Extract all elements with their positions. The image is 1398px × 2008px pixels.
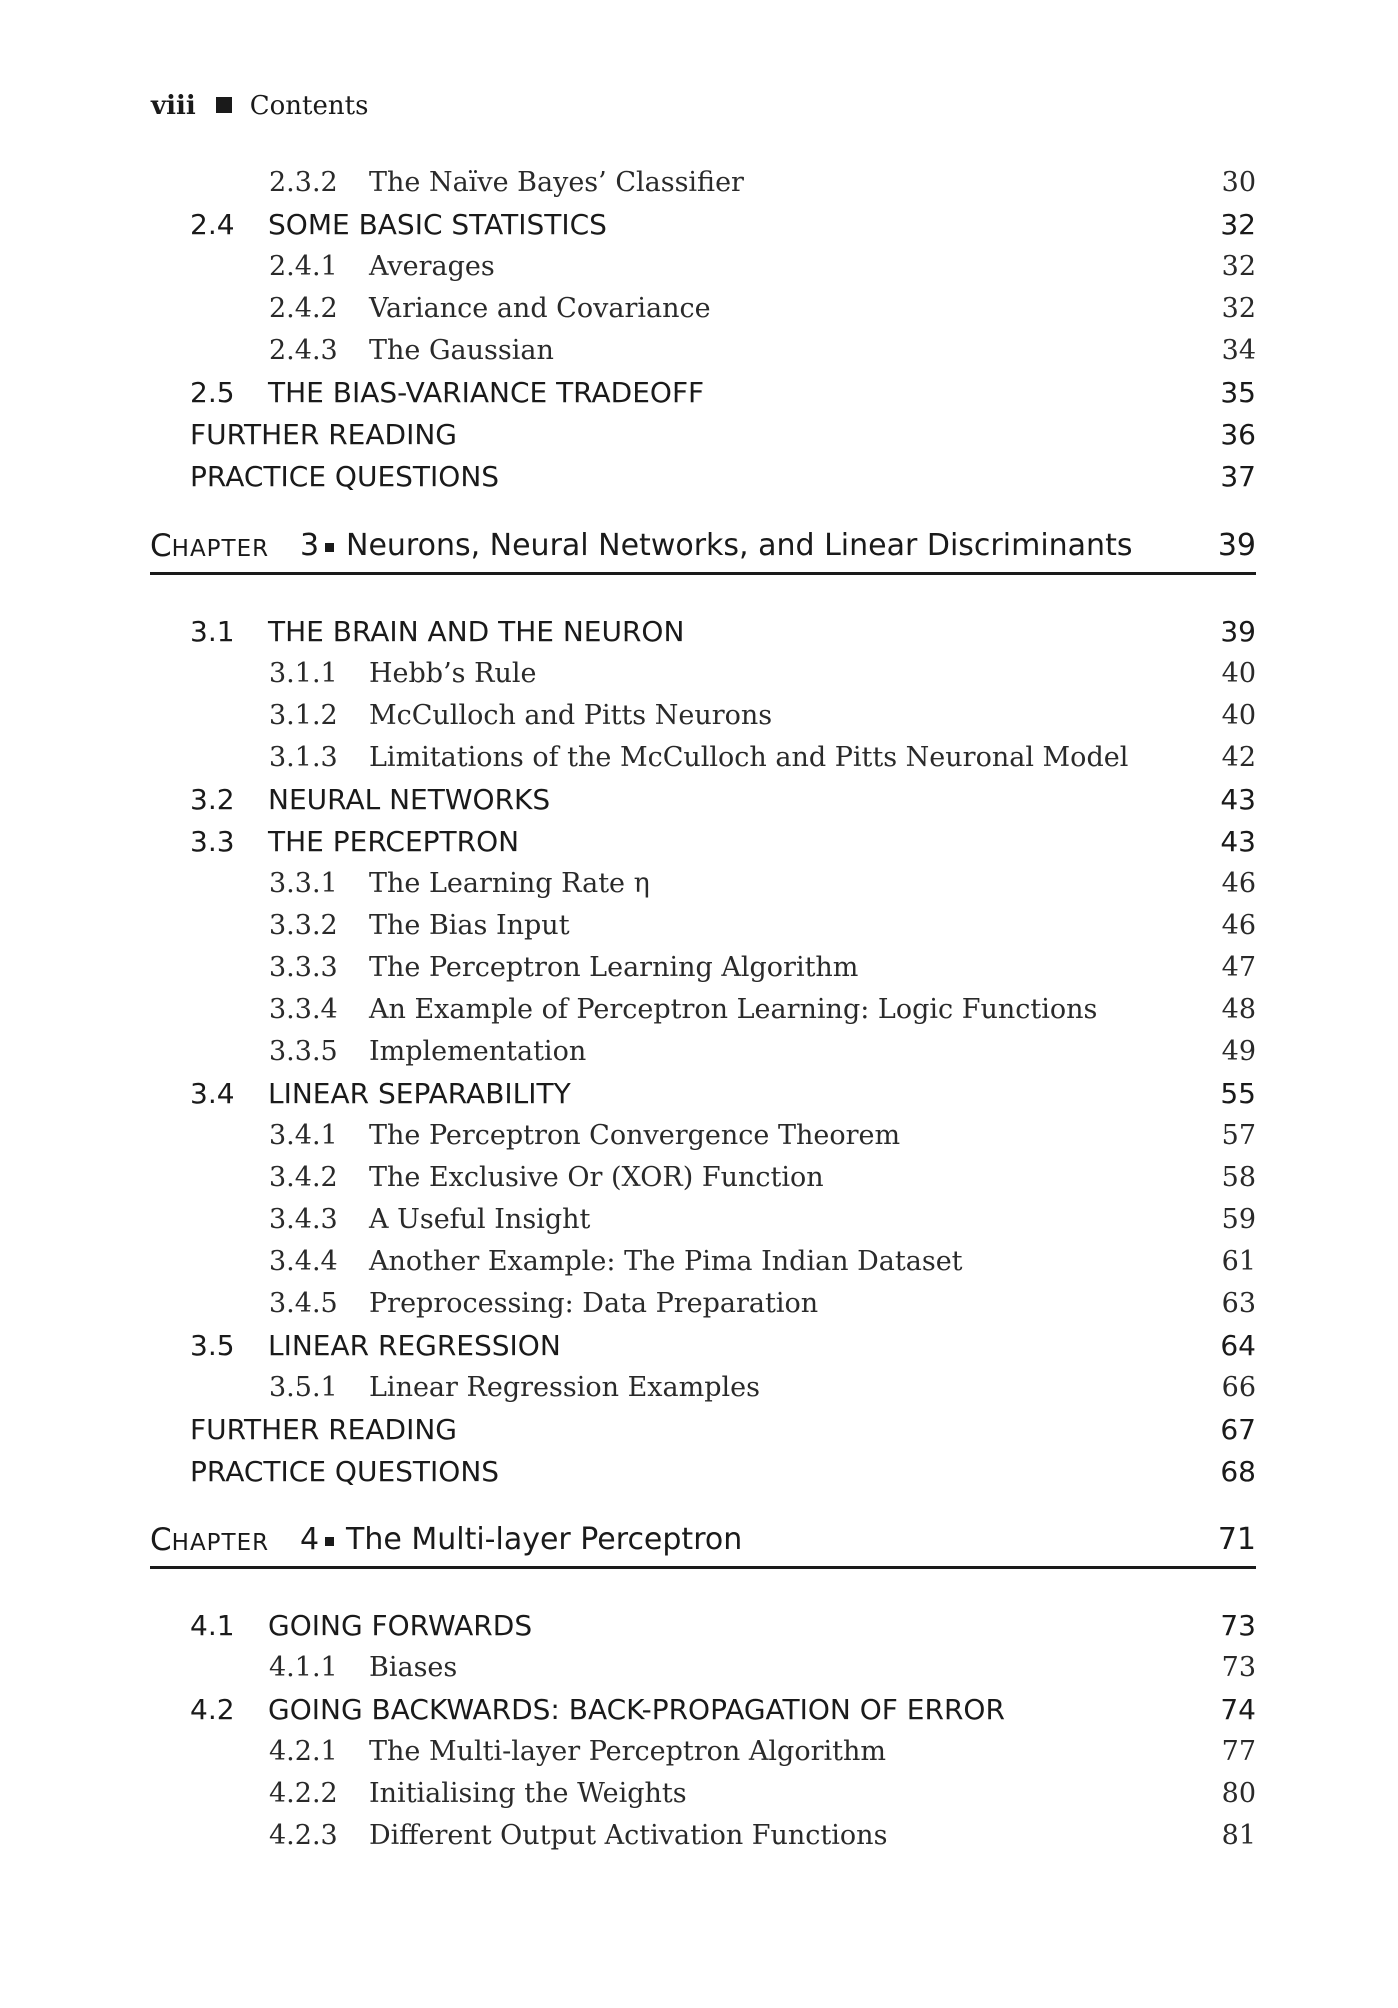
section-page: 32 — [1220, 208, 1256, 241]
subsection-number: 2.4.1 — [269, 251, 338, 282]
subsection-page: 61 — [1221, 1246, 1256, 1277]
toc-misc-row[interactable] — [0, 1409, 1398, 1451]
subsection-title: Limitations of the McCulloch and Pitts Neuronal Model — [369, 742, 1129, 773]
toc-subsection-row[interactable] — [0, 905, 1398, 947]
toc-section-row[interactable] — [0, 1325, 1398, 1367]
toc-section-row[interactable] — [0, 1605, 1398, 1647]
section-title: NEURAL NETWORKS — [268, 783, 551, 816]
section-title: SOME BASIC STATISTICS — [268, 208, 607, 241]
chapter-page: 71 — [1217, 1522, 1256, 1557]
subsection-title: The Exclusive Or (XOR) Function — [369, 1162, 824, 1193]
subsection-page: 46 — [1221, 910, 1256, 941]
section-title: THE BRAIN AND THE NEURON — [268, 615, 685, 648]
subsection-number: 3.4.3 — [269, 1204, 338, 1235]
subsection-page: 32 — [1221, 293, 1256, 324]
toc-subsection-row[interactable] — [0, 1157, 1398, 1199]
chapter-number: 3 — [300, 528, 320, 563]
toc-subsection-row[interactable] — [0, 1773, 1398, 1815]
toc-subsection-row[interactable] — [0, 1115, 1398, 1157]
toc-subsection-row[interactable] — [0, 1199, 1398, 1241]
subsection-number: 3.1.1 — [269, 658, 338, 689]
subsection-number: 3.4.4 — [269, 1246, 338, 1277]
subsection-number: 4.1.1 — [269, 1652, 338, 1683]
running-head-section: Contents — [249, 91, 369, 121]
section-title: GOING BACKWARDS: BACK-PROPAGATION OF ERROR — [268, 1693, 1005, 1726]
section-page: 73 — [1220, 1609, 1256, 1642]
section-title: LINEAR REGRESSION — [268, 1329, 561, 1362]
subsection-number: 4.2.2 — [269, 1778, 338, 1809]
subsection-title: Hebb’s Rule — [369, 658, 537, 689]
subsection-page: 40 — [1221, 700, 1256, 731]
toc-subsection-row[interactable] — [0, 1815, 1398, 1857]
section-number: 4.1 — [190, 1609, 235, 1642]
square-bullet-icon — [325, 1537, 334, 1546]
practice-questions-title: PRACTICE QUESTIONS — [190, 460, 500, 493]
section-page: 67 — [1220, 1413, 1256, 1446]
section-page: 55 — [1220, 1077, 1256, 1110]
section-title: THE PERCEPTRON — [268, 825, 520, 858]
subsection-title: Another Example: The Pima Indian Dataset — [369, 1246, 963, 1277]
subsection-number: 3.1.3 — [269, 742, 338, 773]
subsection-page: 58 — [1221, 1162, 1256, 1193]
square-bullet-icon — [216, 97, 232, 113]
subsection-title: The Naïve Bayes’ Classifier — [369, 167, 744, 198]
chapter-word — [150, 524, 269, 571]
section-number: 4.2 — [190, 1693, 235, 1726]
square-bullet-icon — [325, 543, 334, 552]
subsection-number: 3.3.3 — [269, 952, 338, 983]
section-page: 43 — [1220, 783, 1256, 816]
page-number: viii — [151, 91, 196, 121]
subsection-number: 3.3.1 — [269, 868, 338, 899]
subsection-title: The Perceptron Learning Algorithm — [369, 952, 859, 983]
section-page: 74 — [1220, 1693, 1256, 1726]
section-page: 68 — [1220, 1455, 1256, 1488]
section-title: GOING FORWARDS — [268, 1609, 533, 1642]
toc-subsection-row[interactable] — [0, 695, 1398, 737]
section-page: 43 — [1220, 825, 1256, 858]
toc-misc-row[interactable] — [0, 414, 1398, 456]
section-page: 39 — [1220, 615, 1256, 648]
subsection-page: 48 — [1221, 994, 1256, 1025]
toc-section-row[interactable] — [0, 372, 1398, 414]
subsection-number: 3.5.1 — [269, 1372, 338, 1403]
chapter-word-rest: HAPTER — [171, 536, 270, 562]
subsection-number: 3.4.5 — [269, 1288, 338, 1319]
subsection-page: 77 — [1221, 1736, 1256, 1767]
subsection-page: 47 — [1221, 952, 1256, 983]
subsection-title: The Gaussian — [369, 335, 554, 366]
running-head — [151, 88, 368, 124]
chapter-title: The Multi-layer Perceptron — [346, 1522, 743, 1557]
subsection-number: 2.4.2 — [269, 293, 338, 324]
toc-section-row[interactable] — [0, 204, 1398, 246]
subsection-title: The Perceptron Convergence Theorem — [369, 1120, 901, 1151]
toc-subsection-row[interactable] — [0, 1731, 1398, 1773]
toc-subsection-row[interactable] — [0, 330, 1398, 372]
subsection-page: 80 — [1221, 1778, 1256, 1809]
section-number: 3.1 — [190, 615, 235, 648]
subsection-title: An Example of Perceptron Learning: Logic Functions — [369, 994, 1098, 1025]
subsection-page: 49 — [1221, 1036, 1256, 1067]
toc-subsection-row[interactable] — [0, 1241, 1398, 1283]
section-page: 37 — [1220, 460, 1256, 493]
subsection-number: 3.1.2 — [269, 700, 338, 731]
subsection-number: 4.2.3 — [269, 1820, 338, 1851]
subsection-page: 30 — [1221, 167, 1256, 198]
subsection-title: Implementation — [369, 1036, 587, 1067]
toc-section-row[interactable] — [0, 1073, 1398, 1115]
subsection-page: 46 — [1221, 868, 1256, 899]
subsection-title: Initialising the Weights — [369, 1778, 687, 1809]
subsection-number: 4.2.1 — [269, 1736, 338, 1767]
toc-subsection-row[interactable] — [0, 1367, 1398, 1409]
chapter-word — [150, 1518, 269, 1565]
chapter-heading[interactable] — [150, 524, 1256, 575]
subsection-number: 2.3.2 — [269, 167, 338, 198]
subsection-title: A Useful Insight — [369, 1204, 591, 1235]
toc-subsection-row[interactable] — [0, 1283, 1398, 1325]
toc-subsection-row[interactable] — [0, 1647, 1398, 1689]
subsection-title: Linear Regression Examples — [369, 1372, 760, 1403]
further-reading-title: FURTHER READING — [190, 1413, 457, 1446]
subsection-page: 42 — [1221, 742, 1256, 773]
chapter-heading[interactable] — [150, 1518, 1256, 1569]
subsection-title: The Multi-layer Perceptron Algorithm — [369, 1736, 886, 1767]
subsection-number: 3.3.4 — [269, 994, 338, 1025]
toc-section-row[interactable] — [0, 1689, 1398, 1731]
chapter-page: 39 — [1217, 528, 1256, 563]
toc-subsection-row[interactable] — [0, 947, 1398, 989]
toc-subsection-row[interactable] — [0, 737, 1398, 779]
subsection-page: 32 — [1221, 251, 1256, 282]
section-title: LINEAR SEPARABILITY — [268, 1077, 571, 1110]
section-number: 2.5 — [190, 376, 235, 409]
toc-subsection-row[interactable] — [0, 863, 1398, 905]
chapter-number: 4 — [300, 1522, 320, 1557]
toc-section-row[interactable] — [0, 821, 1398, 863]
subsection-title: Biases — [369, 1652, 458, 1683]
subsection-number: 3.3.5 — [269, 1036, 338, 1067]
subsection-page: 63 — [1221, 1288, 1256, 1319]
section-page: 35 — [1220, 376, 1256, 409]
section-number: 2.4 — [190, 208, 235, 241]
practice-questions-title: PRACTICE QUESTIONS — [190, 1455, 500, 1488]
subsection-page: 59 — [1221, 1204, 1256, 1235]
subsection-page: 73 — [1221, 1652, 1256, 1683]
chapter-title: Neurons, Neural Networks, and Linear Discriminants — [346, 528, 1133, 563]
section-number: 3.4 — [190, 1077, 235, 1110]
subsection-number: 3.4.2 — [269, 1162, 338, 1193]
toc-section-row[interactable] — [0, 611, 1398, 653]
subsection-page: 34 — [1221, 335, 1256, 366]
further-reading-title: FURTHER READING — [190, 418, 457, 451]
toc-misc-row[interactable] — [0, 456, 1398, 498]
section-number: 3.5 — [190, 1329, 235, 1362]
section-page: 64 — [1220, 1329, 1256, 1362]
subsection-page: 66 — [1221, 1372, 1256, 1403]
subsection-title: Preprocessing: Data Preparation — [369, 1288, 819, 1319]
section-number: 3.3 — [190, 825, 235, 858]
toc-subsection-row[interactable] — [0, 1031, 1398, 1073]
subsection-title: Averages — [369, 251, 495, 282]
subsection-number: 2.4.3 — [269, 335, 338, 366]
toc-subsection-row[interactable] — [0, 653, 1398, 695]
section-page: 36 — [1220, 418, 1256, 451]
chapter-word-initial: C — [150, 528, 172, 564]
subsection-number: 3.3.2 — [269, 910, 338, 941]
subsection-page: 40 — [1221, 658, 1256, 689]
subsection-title: Different Output Activation Functions — [369, 1820, 888, 1851]
subsection-page: 57 — [1221, 1120, 1256, 1151]
subsection-number: 3.4.1 — [269, 1120, 338, 1151]
toc-subsection-row[interactable] — [0, 989, 1398, 1031]
toc-subsection-row[interactable] — [0, 162, 1398, 204]
subsection-title: The Bias Input — [369, 910, 570, 941]
subsection-title: The Learning Rate η — [369, 868, 650, 899]
section-title: THE BIAS-VARIANCE TRADEOFF — [268, 376, 705, 409]
section-number: 3.2 — [190, 783, 235, 816]
subsection-title: McCulloch and Pitts Neurons — [369, 700, 773, 731]
chapter-word-initial: C — [150, 1522, 172, 1558]
toc-misc-row[interactable] — [0, 1451, 1398, 1493]
toc-section-row[interactable] — [0, 779, 1398, 821]
toc-subsection-row[interactable] — [0, 288, 1398, 330]
subsection-title: Variance and Covariance — [369, 293, 711, 324]
toc-subsection-row[interactable] — [0, 246, 1398, 288]
chapter-word-rest: HAPTER — [171, 1530, 270, 1556]
subsection-page: 81 — [1221, 1820, 1256, 1851]
